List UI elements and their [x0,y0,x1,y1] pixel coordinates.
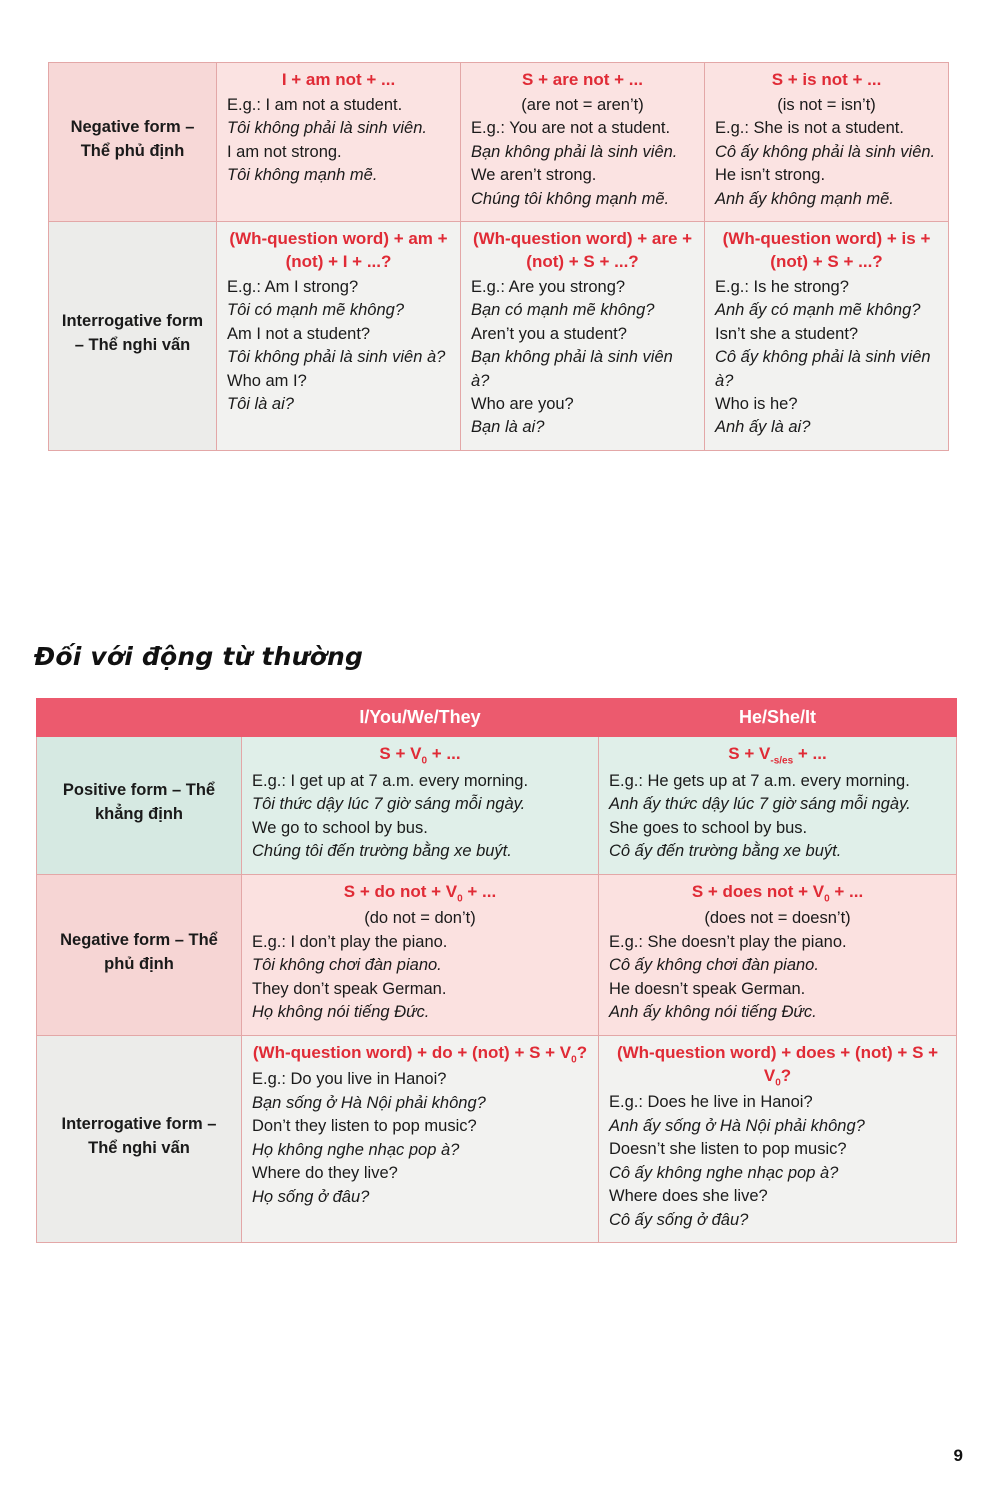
formula-text: (Wh-question word) + are + (not) + S + ...? [472,229,693,271]
ordinary-verbs-table [36,698,957,1243]
table-row [49,222,949,451]
translation-line: Tôi không chơi đàn piano. [252,956,442,975]
formula-pre: (Wh-question word) + do + (not) + S + V [252,1042,572,1062]
formula-text [252,1042,588,1067]
example-line: Who am I? [227,371,307,390]
translation-line: Bạn có mạnh mẽ không? [471,301,655,320]
row-label-interrogative: Interrogative form – Thể nghi vấn [37,1035,242,1242]
formula-post: ? [576,1042,588,1062]
cell-negative-plural [242,874,599,1035]
formula-text [252,881,588,906]
translation-line: Cô ấy không phải là sinh viên. [715,142,936,161]
example-line: We go to school by bus. [252,818,428,837]
example-line: Aren’t you a student? [471,324,627,343]
formula-post: + ... [829,881,864,901]
formula-post: + ... [793,744,827,763]
example-line: He isn’t strong. [715,166,826,185]
formula-pre: (Wh-question word) + does + (not) + S + V [616,1042,939,1085]
header-subject-plural: I/You/We/They [242,699,599,737]
cell-positive-singular [599,737,957,875]
formula-post: + ... [427,744,461,763]
example-line: E.g.: I get up at 7 a.m. every morning. [252,771,529,790]
row-label-negative: Negative form – Thể phủ định [37,874,242,1035]
contraction-note: (is not = isn’t) [777,95,876,114]
to-be-table [48,62,949,451]
translation-line: Anh ấy sống ở Hà Nội phải không? [609,1116,865,1135]
header-corner [37,699,242,737]
cell-negative-singular [599,874,957,1035]
example-line: Isn’t she a student? [715,324,859,343]
example-line: E.g.: She doesn’t play the piano. [609,932,847,951]
translation-line: Tôi có mạnh mẽ không? [227,301,405,320]
formula-subscript: 0 [775,1076,781,1088]
example-line: E.g.: I don’t play the piano. [252,932,448,951]
formula-pre: S + V [379,744,422,763]
contraction-note: (do not = don’t) [364,909,476,928]
example-line: Who is he? [715,395,798,414]
formula-subscript: 0 [421,755,428,767]
translation-line: Anh ấy là ai? [715,418,811,437]
example-line: E.g.: She is not a student. [715,119,904,138]
table-header-row [37,699,957,737]
cell-negative-are [461,63,705,222]
translation-line: Anh ấy không nói tiếng Đức. [609,1003,817,1022]
cell-interrogative-are [461,222,705,451]
contraction-note: (are not = aren’t) [521,95,644,114]
cell-interrogative-is [705,222,949,451]
example-line: E.g.: Is he strong? [715,277,849,296]
formula-subscript: -s/es [770,755,794,767]
row-label-interrogative: Interrogative form – Thể nghi vấn [49,222,217,451]
translation-line: Tôi không mạnh mẽ. [227,166,378,185]
contraction-note: (does not = doesn’t) [704,909,851,928]
formula-subscript: 0 [571,1053,577,1065]
cell-positive-plural [242,737,599,875]
translation-line: Cô ấy sống ở đâu? [609,1210,749,1229]
formula-pre: S + does not + V [691,881,825,901]
row-label-positive: Positive form – Thể khẳng định [37,737,242,875]
cell-negative-is [705,63,949,222]
translation-line: Tôi thức dậy lúc 7 giờ sáng mỗi ngày. [252,795,526,814]
table-row [37,1035,957,1242]
translation-line: Anh ấy thức dậy lúc 7 giờ sáng mỗi ngày. [609,795,911,814]
translation-line: Cô ấy không nghe nhạc pop à? [609,1163,839,1182]
translation-line: Họ không nghe nhạc pop à? [252,1140,460,1159]
section-heading: Đối với động từ thường [34,642,364,671]
formula-text: (Wh-question word) + am + (not) + I + ...? [229,229,448,271]
formula-text: I + am not + ... [281,70,396,89]
translation-line: Anh ấy có mạnh mẽ không? [715,301,921,320]
formula-text [252,743,588,768]
formula-pre: S + do not + V [343,881,458,901]
example-line: She goes to school by bus. [609,818,808,837]
translation-line: Chúng tôi không mạnh mẽ. [471,189,670,208]
table-row [49,63,949,222]
translation-line: Chúng tôi đến trường bằng xe buýt. [252,842,512,861]
translation-line: Cô ấy không chơi đàn piano. [609,956,819,975]
formula-text: S + is not + ... [771,70,882,89]
example-line: E.g.: You are not a student. [471,119,671,138]
example-line: E.g.: He gets up at 7 a.m. every morning. [609,771,910,790]
page-number: 9 [953,1446,963,1465]
formula-text: S + are not + ... [522,70,643,89]
formula-post: + ... [462,881,497,901]
example-line: E.g.: I am not a student. [227,95,403,114]
translation-line: Cô ấy đến trường bằng xe buýt. [609,842,842,861]
example-line: E.g.: Do you live in Hanoi? [252,1070,447,1089]
translation-line: Bạn không phải là sinh viên à? [471,348,673,390]
example-line: Don’t they listen to pop music? [252,1117,477,1136]
formula-text: (Wh-question word) + is + (not) + S + ...? [722,229,931,271]
example-line: Where does she live? [609,1187,768,1206]
example-line: He doesn’t speak German. [609,979,806,998]
example-line: E.g.: Are you strong? [471,277,626,296]
table-row [37,874,957,1035]
formula-text [609,743,946,768]
header-subject-singular: He/She/It [599,699,957,737]
example-line: They don’t speak German. [252,979,447,998]
cell-interrogative-singular [599,1035,957,1242]
example-line: Who are you? [471,395,574,414]
translation-line: Cô ấy không phải là sinh viên à? [715,348,931,390]
example-line: E.g.: Am I strong? [227,277,359,296]
cell-interrogative-am [217,222,461,451]
example-line: Am I not a student? [227,324,371,343]
translation-line: Họ sống ở đâu? [252,1187,370,1206]
translation-line: Tôi là ai? [227,395,294,414]
example-line: I am not strong. [227,142,342,161]
formula-subscript: 0 [824,892,830,904]
formula-text [609,881,946,906]
translation-line: Họ không nói tiếng Đức. [252,1003,430,1022]
example-line: E.g.: Does he live in Hanoi? [609,1093,813,1112]
translation-line: Bạn không phải là sinh viên. [471,142,678,161]
example-line: Where do they live? [252,1164,398,1183]
table-row [37,737,957,875]
formula-post: ? [780,1065,792,1085]
row-label-negative: Negative form – Thể phủ định [49,63,217,222]
translation-line: Anh ấy không mạnh mẽ. [715,189,894,208]
translation-line: Tôi không phải là sinh viên à? [227,348,446,367]
example-line: We aren’t strong. [471,166,597,185]
translation-line: Tôi không phải là sinh viên. [227,119,427,138]
example-line: Doesn’t she listen to pop music? [609,1140,847,1159]
formula-pre: S + V [728,744,771,763]
cell-interrogative-plural [242,1035,599,1242]
translation-line: Bạn sống ở Hà Nội phải không? [252,1093,486,1112]
formula-subscript: 0 [457,892,463,904]
cell-negative-i [217,63,461,222]
translation-line: Bạn là ai? [471,418,545,437]
formula-text [609,1042,946,1090]
